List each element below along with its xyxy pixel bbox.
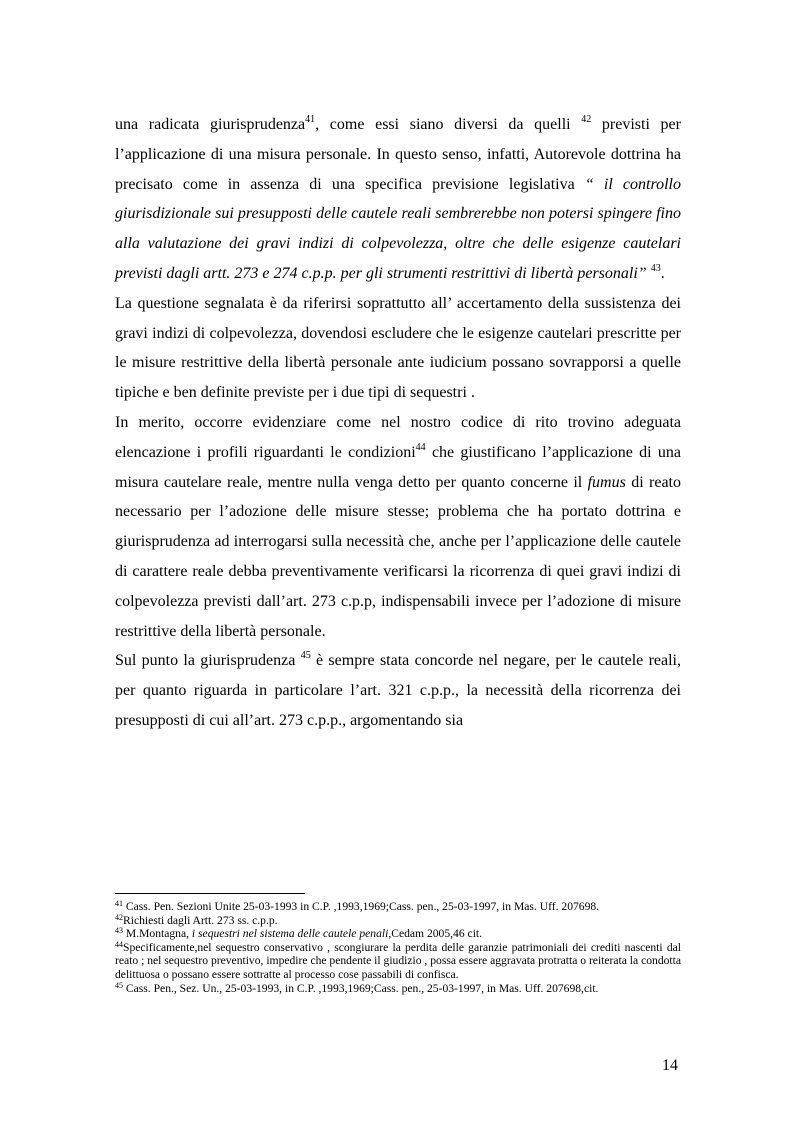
text-run: Richiesti dagli Artt. 273 ss. c.p.p. (123, 913, 278, 927)
text-run: che giustificano l’applicazione di una misura cautelare reale, mentre nulla venga detto per quanto concerne il (115, 443, 682, 491)
text-run: In merito, occorre evidenziare come nel nostro codice di rito trovino adeguata elencazione i profili riguardanti le condizioni (115, 413, 681, 461)
text-run: ,Cedam 2005,46 cit. (388, 927, 483, 941)
footnote-ref: 43 (650, 262, 661, 274)
paragraph (115, 646, 681, 735)
text-run: La questione segnalata è da riferirsi soprattutto all’ accertamento della sussistenza dei gravi indizi di colpevolezza, dovendosi escludere che le esigenze cautelari prescritte per le misure restrittive della libertà personale ante iudicium possano sovrapporsi a quelle tipiche e ben definite previste per i due tipi di sequestri . (115, 294, 681, 402)
footnotes (115, 900, 681, 995)
text-run: , come essi siano diversi da quelli (315, 116, 582, 133)
italic-text: “ il controllo giurisdizionale sui presupposti delle cautele reali sembrerebbe non potersi spingere fino alla valutazione dei gravi indizi di colpevolezza, oltre che delle esigenze cautelari previsti dagli artt. 273 e 274 c.p.p. per gli strumenti restrittivi di libertà personali” (115, 175, 681, 282)
italic-text: fumus (587, 473, 626, 491)
text-run: di reato necessario per l’adozione delle misure stesse; problema che ha portato dottrina e giurisprudenza ad interrogarsi sulla necessità che, anche per l’applicazione delle cautele di carattere reale debba preventivamente verificarsi la ricorrenza di quei gravi indizi di colpevolezza previsti dall’art. 273 c.p.p, indispensabili invece per l’adozione di misure restrittive della libertà personale. (115, 473, 682, 640)
page-number: 14 (662, 1057, 678, 1074)
paragraph (115, 408, 681, 646)
paragraph (115, 289, 681, 408)
italic-text: i sequestri nel sistema delle cautele penali (191, 927, 389, 941)
text-run: previsti per l’applicazione di una misura personale. In questo senso, infatti, Autorevole dottrina ha precisato come in assenza di una specifica previsione legislativa (115, 116, 681, 193)
footnote (115, 941, 681, 982)
footnote-ref: 42 (581, 114, 592, 125)
footnote (115, 900, 681, 914)
footnote-ref: 42 (115, 912, 123, 922)
paragraph (115, 110, 681, 289)
text-run: Sul punto la giurisprudenza (115, 652, 301, 670)
text-run: . (660, 264, 665, 282)
text-run: Cass. Pen. Sezioni Unite 25-03-1993 in C.P. ,1993,1969;Cass. pen., 25-03-1997, in Mas. Uff. 207698. (123, 900, 600, 913)
footnote-ref: 45 (115, 980, 123, 990)
footnote-ref: 41 (115, 899, 123, 908)
text-run: Cass. Pen., Sez. Un., 25-03-1993, in C.P. ,1993,1969;Cass. pen., 25-03-1997, in Mas. Uff. 207698,cit. (123, 981, 599, 995)
footnote (115, 914, 681, 928)
footnote-ref: 44 (415, 441, 426, 453)
body-text (115, 110, 681, 736)
footnote (115, 982, 681, 996)
footnote-ref: 41 (305, 114, 316, 125)
text-run: è sempre stata concorde nel negare, per le cautele reali, per quanto riguarda in particolare l’art. 321 c.p.p., la necessità della ricorrenza dei presupposti di cui all’art. 273 c.p.p., argomentando sia (115, 652, 681, 729)
text-run: Specificamente,nel sequestro conservativo , scongiurare la perdita delle garanzie patrimoniali dei crediti nascenti dal reato ; nel sequestro preventivo, impedire che pendente il giudizio , possa essere aggravata protratta o reiterata la condotta delittuosa o possano essere sottratte al processo cose passabili di confisca. (115, 940, 681, 981)
text-run: M.Montagna, (123, 927, 192, 941)
footnote-ref: 45 (300, 650, 311, 662)
footnote-ref: 43 (115, 926, 123, 936)
footnote-ref: 44 (115, 939, 123, 949)
footnote-separator (115, 893, 305, 894)
footnote (115, 927, 681, 941)
text-run: una radicata giurisprudenza (115, 116, 306, 133)
